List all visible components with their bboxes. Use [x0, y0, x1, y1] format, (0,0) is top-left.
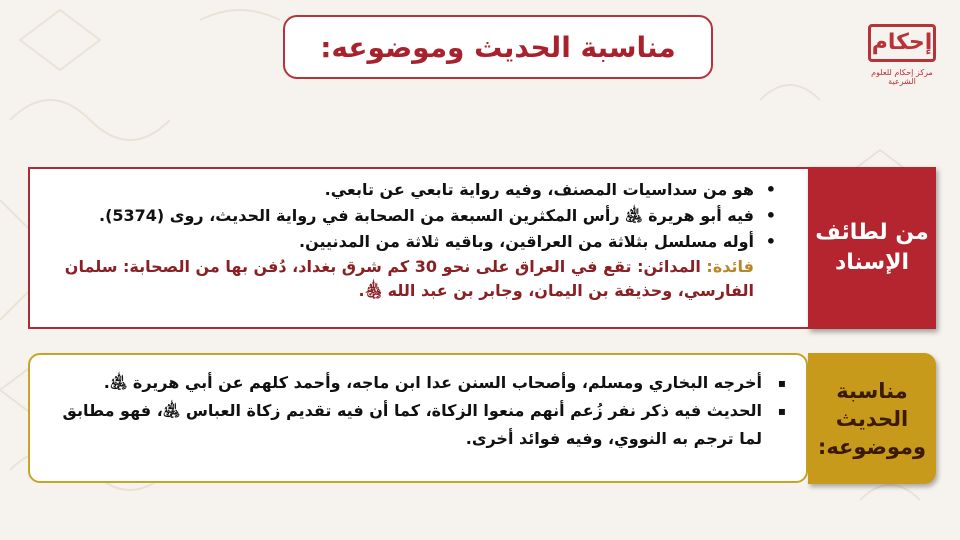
- list-item: • هو من سداسيات المصنف، وفيه رواية تابعي عن تابعي.: [44, 177, 776, 203]
- page-title: مناسبة الحديث وموضوعه:: [283, 15, 713, 79]
- list-item: ▪ أخرجه البخاري ومسلم، وأصحاب السنن عدا ابن ماجه، وأحمد كلهم عن أبي هريرة ﵁.: [44, 369, 786, 397]
- label-line: الحديث: [835, 406, 909, 431]
- logo-mark: إحكام: [868, 24, 936, 62]
- label-line: وموضوعه:: [817, 434, 927, 459]
- label-line: الإسناد: [834, 250, 910, 275]
- brand-logo: [864, 20, 940, 92]
- logo-subtitle: مركز إحكام للعلوم الشرعية: [871, 68, 933, 86]
- isnad-list: [44, 177, 776, 255]
- list-item: • أوله مسلسل بثلاثة من العراقين، وباقيه ثلاثة من المدنيين.: [44, 229, 776, 255]
- label-line: من لطائف: [815, 220, 929, 245]
- label-line: مناسبة: [836, 378, 908, 403]
- topic-section-label: [808, 353, 936, 484]
- list-item: • فيه أبو هريرة ﵁ رأس المكثرين السبعة من الصحابة في رواية الحديث، روى (5374).: [44, 203, 776, 229]
- isnad-panel: [28, 167, 814, 329]
- isnad-section-label: [808, 167, 936, 329]
- benefit-note: [44, 255, 776, 303]
- benefit-label: فائدة:: [706, 257, 754, 276]
- topic-panel: [28, 353, 808, 483]
- topic-list: [44, 369, 786, 453]
- benefit-text: المدائن: تقع في العراق على نحو 30 كم شرق بغداد، دُفن بها من الصحابة: سلمان الفارسي، وحذيفة بن اليمان، وجابر بن عبد الله ﵃.: [64, 257, 754, 300]
- list-item: ▪ الحديث فيه ذكر نفر زُعم أنهم منعوا الزكاة، كما أن فيه تقديم زكاة العباس ﵁، فهو مطابق لما ترجم به النووي، وفيه فوائد أخرى.: [44, 397, 786, 453]
